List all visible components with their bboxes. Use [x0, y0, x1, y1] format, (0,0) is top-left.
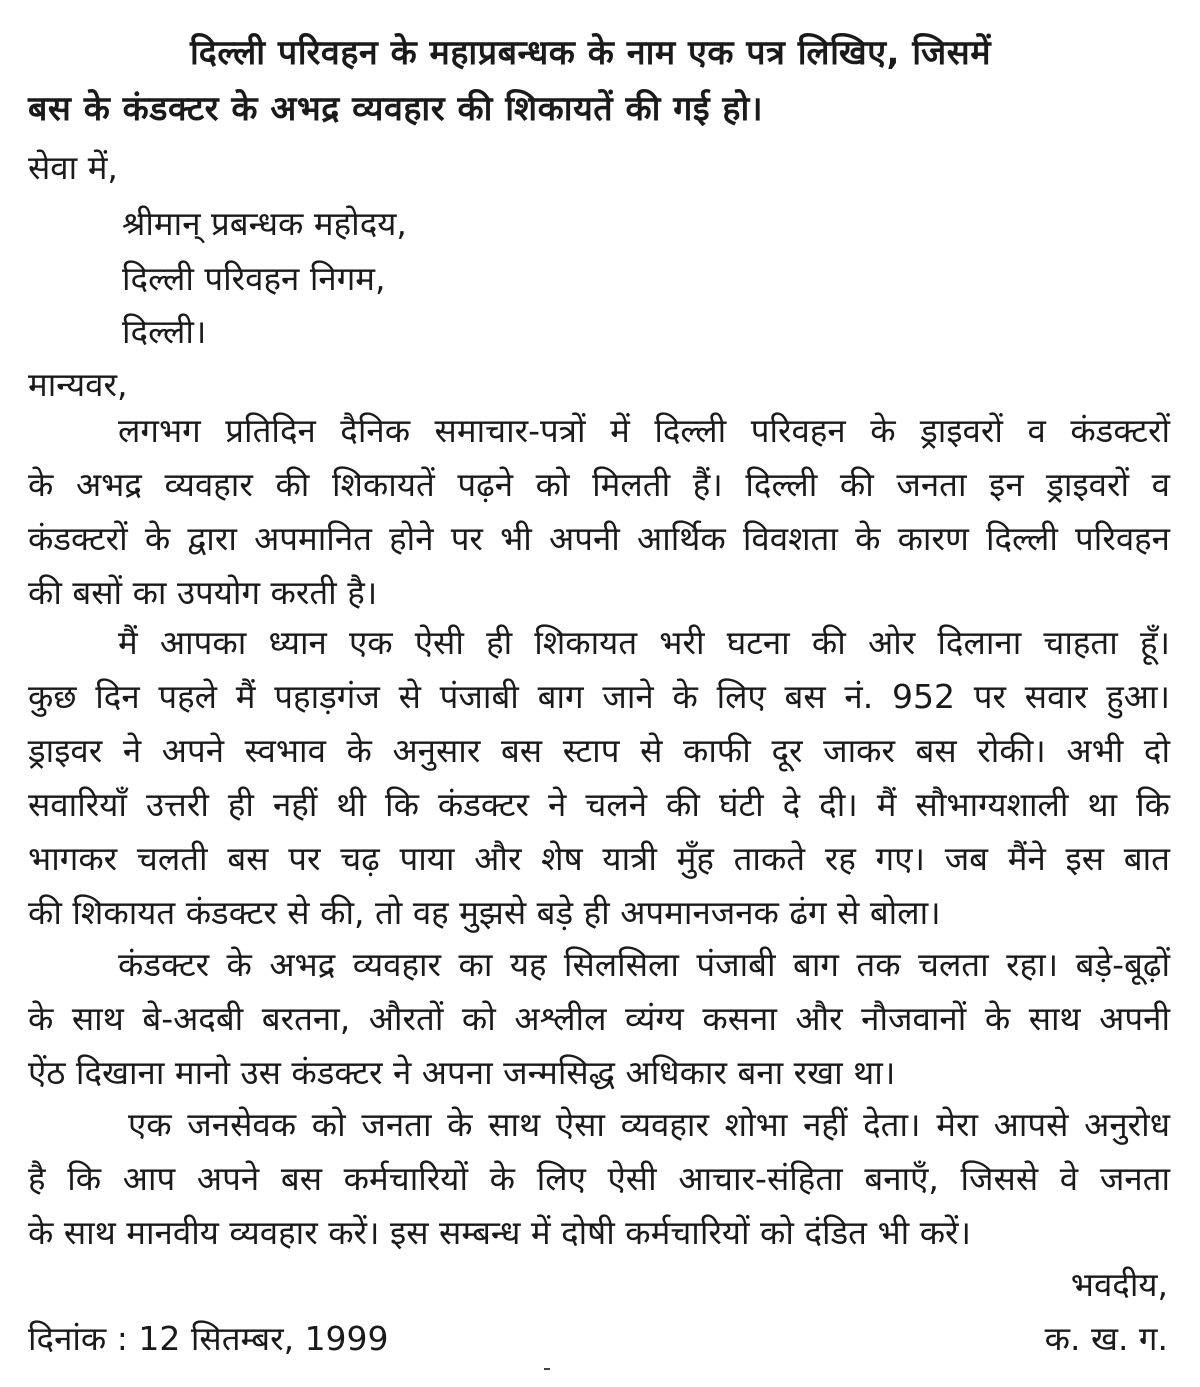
paragraph-3-line: के साथ बे-अदबी बरतना, औरतों को अश्लील व्यंग्य कसना और नौजवानों के साथ अपनी	[28, 999, 1170, 1038]
signature: क. ख. ग.	[1044, 1319, 1168, 1358]
paragraph-3-line: कंडक्टर के अभद्र व्यवहार का यह सिलसिला पंजाबी बाग तक चलता रहा। बड़े-बूढ़ों	[118, 945, 1170, 984]
question-line-2: बस के कंडक्टर के अभद्र व्यवहार की शिकायतें की गई हो।	[28, 89, 764, 129]
paragraph-1-line: की बसों का उपयोग करती है।	[28, 573, 378, 612]
paragraph-4-line: एक जनसेवक को जनता के साथ ऐसा व्यवहार शोभा नहीं देता। मेरा आपसे अनुरोध	[128, 1105, 1170, 1144]
paragraph-1-line: कंडक्टरों के द्वारा अपमानित होने पर भी अपनी आर्थिक विवशता के कारण दिल्ली परिवहन	[28, 519, 1170, 558]
paragraph-2-line: सवारियाँ उत्तरी ही नहीं थी कि कंडक्टर ने चलने की घंटी दे दी। मैं सौभाग्यशाली था कि	[28, 785, 1170, 824]
address-line-1: श्रीमान् प्रबन्धक महोदय,	[122, 204, 407, 243]
paragraph-4-line: के साथ मानवीय व्यवहार करें। इस सम्बन्ध में दोषी कर्मचारियों को दंडित भी करें।	[28, 1213, 972, 1252]
scan-speck	[544, 1368, 550, 1370]
paragraph-4-line: है कि आप अपने बस कर्मचारियों के लिए ऐसी आचार-संहिता बनाएँ, जिससे वे जनता	[28, 1159, 1170, 1198]
paragraph-3-line: ऐंठ दिखाना मानो उस कंडक्टर ने अपना जन्मसिद्ध अधिकार बना रखा था।	[28, 1053, 896, 1092]
paragraph-2-line: की शिकायत कंडक्टर से की, तो वह मुझसे बड़े ही अपमानजनक ढंग से बोला।	[28, 893, 941, 932]
paragraph-2-line: कुछ दिन पहले मैं पहाड़गंज से पंजाबी बाग जाने के लिए बस नं. 952 पर सवार हुआ।	[28, 677, 1170, 716]
salutation-to: सेवा में,	[28, 148, 118, 187]
closing: भवदीय,	[1070, 1265, 1168, 1304]
question-line-1: दिल्ली परिवहन के महाप्रबन्धक के नाम एक पत्र लिखिए, जिसमें	[190, 33, 992, 73]
date: दिनांक : 12 सितम्बर, 1999	[28, 1319, 389, 1358]
paragraph-2-line: भागकर चलती बस पर चढ़ पाया और शेष यात्री मुँह ताकते रह गए। जब मैंने इस बात	[28, 839, 1170, 878]
greeting: मान्यवर,	[28, 365, 128, 404]
paragraph-1-line: लगभग प्रतिदिन दैनिक समाचार-पत्रों में दिल्ली परिवहन के ड्राइवरों व कंडक्टरों	[118, 411, 1170, 450]
paragraph-1-line: के अभद्र व्यवहार की शिकायतें पढ़ने को मिलती हैं। दिल्ली की जनता इन ड्राइवरों व	[28, 465, 1170, 504]
paragraph-2-line: मैं आपका ध्यान एक ऐसी ही शिकायत भरी घटना की ओर दिलाना चाहता हूँ।	[118, 623, 1170, 662]
address-line-3: दिल्ली।	[122, 312, 207, 351]
paragraph-2-line: ड्राइवर ने अपने स्वभाव के अनुसार बस स्टाप से काफी दूर जाकर बस रोकी। अभी दो	[28, 731, 1170, 770]
address-line-2: दिल्ली परिवहन निगम,	[122, 259, 386, 298]
